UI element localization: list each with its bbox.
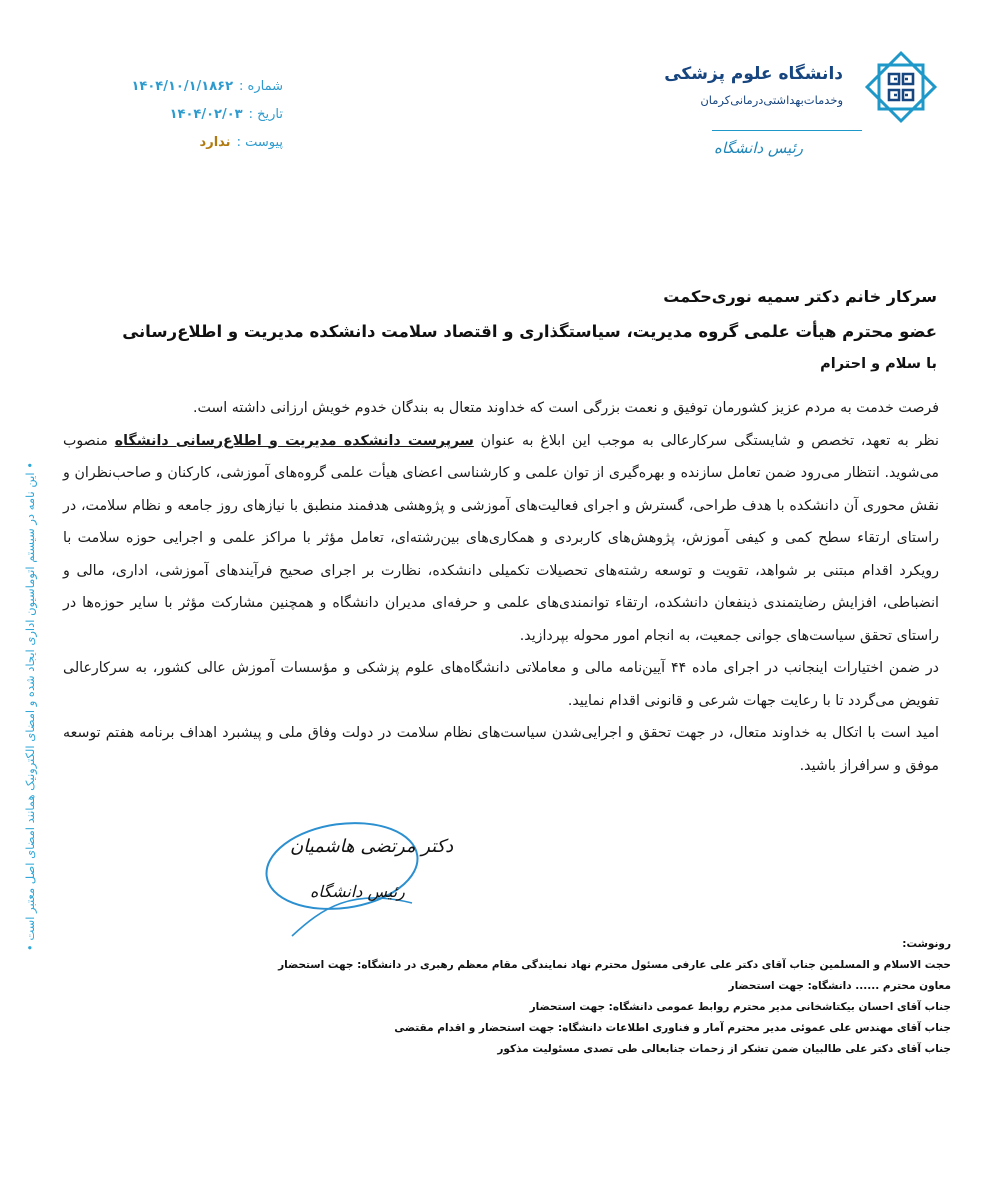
office-title: رئیس دانشگاه [714, 139, 803, 157]
letter-meta [118, 72, 283, 156]
signature-stroke [262, 808, 432, 948]
side-note-text: • این نامه در سیستم اتوماسیون اداری ایجاد شده و امضای الکترونیک همانند امضای اصل معتبر است • [23, 462, 37, 952]
cc-title: رونوشت: [902, 938, 951, 950]
body-paragraph-4: امید است با اتکال به خداوند متعال، در جهت تحقق و اجرایی‌شدن سیاست‌های نظام سلامت در دولت وفاق ملی و پیشبرد اهداف برنامه هفتم توسعه موفق و سرافراز باشید. [63, 725, 939, 774]
cc-item: جناب آقای مهندس علی عموئی مدیر محترم آمار و فناوری اطلاعات دانشگاه: جهت استحضار و اقدام مقتضی [394, 1022, 951, 1034]
number-row [118, 72, 283, 100]
cc-item: جناب آقای احسان بیکتاشخانی مدیر محترم روابط عمومی دانشگاه: جهت استحضار [529, 1001, 951, 1013]
signature-title: رئیس دانشگاه [310, 882, 405, 901]
cc-item: جناب آقای دکتر علی طالبیان ضمن تشکر از زحمات جنابعالی طی تصدی مسئولیت مذکور [497, 1043, 951, 1055]
recipient-name: سرکار خانم دکتر سمیه نوری‌حکمت [663, 287, 937, 306]
body-paragraph-2-start: نظر به تعهد، تخصص و شایستگی سرکارعالی به موجب این ابلاغ به عنوان [473, 432, 939, 449]
greeting: با سلام و احترام [820, 356, 937, 372]
university-name: دانشگاه علوم پزشکی [664, 64, 843, 84]
recipient-position: عضو محترم هیأت علمی گروه مدیریت، سیاستگذاری و اقتصاد سلامت دانشکده مدیریت و اطلاع‌رسانی [122, 322, 937, 341]
date-value: ۱۴۰۴/۰۲/۰۳ [169, 106, 243, 122]
body-paragraph-1: فرصت خدمت به مردم عزیز کشورمان توفیق و نعمت بزرگی است که خداوند متعال به بندگان خدوم خویش ارزانی داشته است. [192, 400, 939, 416]
cc-list [251, 934, 951, 1060]
date-row [118, 100, 283, 128]
number-label: شماره : [239, 78, 283, 94]
electronic-signature-note [20, 462, 40, 952]
body-paragraph-2-end: منصوب می‌شوید. انتظار می‌رود ضمن تعامل سازنده و بهره‌گیری از توان علمی و کارشناسی اعضای هیأت علمی گروه‌های آموزشی، کارکنان و صاحب‌نظران و نقش محوری آن دانشکده با هدف طراحی، گسترش و اجرای فعالیت‌های آموزشی و پژوهشی هدفمند منطبق با نیازهای روز جامعه و نظام سلامت، در راستای ارتقاء سطح کمی و کیفی آموزش، پژوهش‌های کاربردی و همکاری‌های بین‌رشته‌ای، تعامل مؤثر با مراکز علمی و اجرایی حوزه سلامت با رویکرد اقدام مبتنی بر شواهد، تقویت و توسعه رشته‌های تحصیلات تکمیلی دانشکده، نظارت بر اجرای صحیح فرآیندهای آموزشی، اداری، مالی و انضباطی، افزایش رضایتمندی ذینفعان دانشکده، ارتقاء توانمندی‌های علمی و حرفه‌ای مدیران دانشگاه و همچنین مشارکت مؤثر با سایر حوزه‌ها در راستای تحقق سیاست‌های جوانی جمعیت، به انجام امور محوله بپردازید. [63, 432, 939, 644]
attachment-label: پیوست : [236, 134, 283, 150]
body-paragraph-2 [63, 425, 939, 653]
date-label: تاریخ : [248, 106, 283, 122]
letterhead-divider [712, 130, 862, 131]
attachment-value: ندارد [199, 134, 231, 150]
attachment-row [118, 128, 283, 156]
body-paragraph-3: در ضمن اختیارات اینجانب در اجرای ماده ۴۴ آیین‌نامه مالی و معاملاتی دانشگاه‌های علوم پزشکی و مؤسسات آموزش عالی کشور، به سرکارعالی تفویض می‌گردد تا با رعایت جهات شرعی و قانونی اقدام نمایید. [63, 660, 939, 709]
signature-name: دکتر مرتضی هاشمیان [290, 836, 454, 857]
cc-item: حجت الاسلام و المسلمین جناب آقای دکتر علی عارفی مسئول محترم نهاد نمایندگی مقام معظم رهبری در دانشگاه: جهت استحضار [278, 959, 951, 971]
appointment-title: سرپرست دانشکده مدیریت و اطلاع‌رسانی دانشگاه [114, 432, 474, 449]
number-value: ۱۴۰۴/۱۰/۱/۱۸۶۲ [131, 78, 234, 94]
university-emblem-icon [860, 46, 942, 128]
cc-item: معاون محترم ...... دانشگاه: جهت استحضار [728, 980, 951, 992]
university-subtitle: وخدمات‌بهداشتی‌درمانی‌کرمان [700, 93, 843, 107]
letter-body [63, 392, 939, 782]
